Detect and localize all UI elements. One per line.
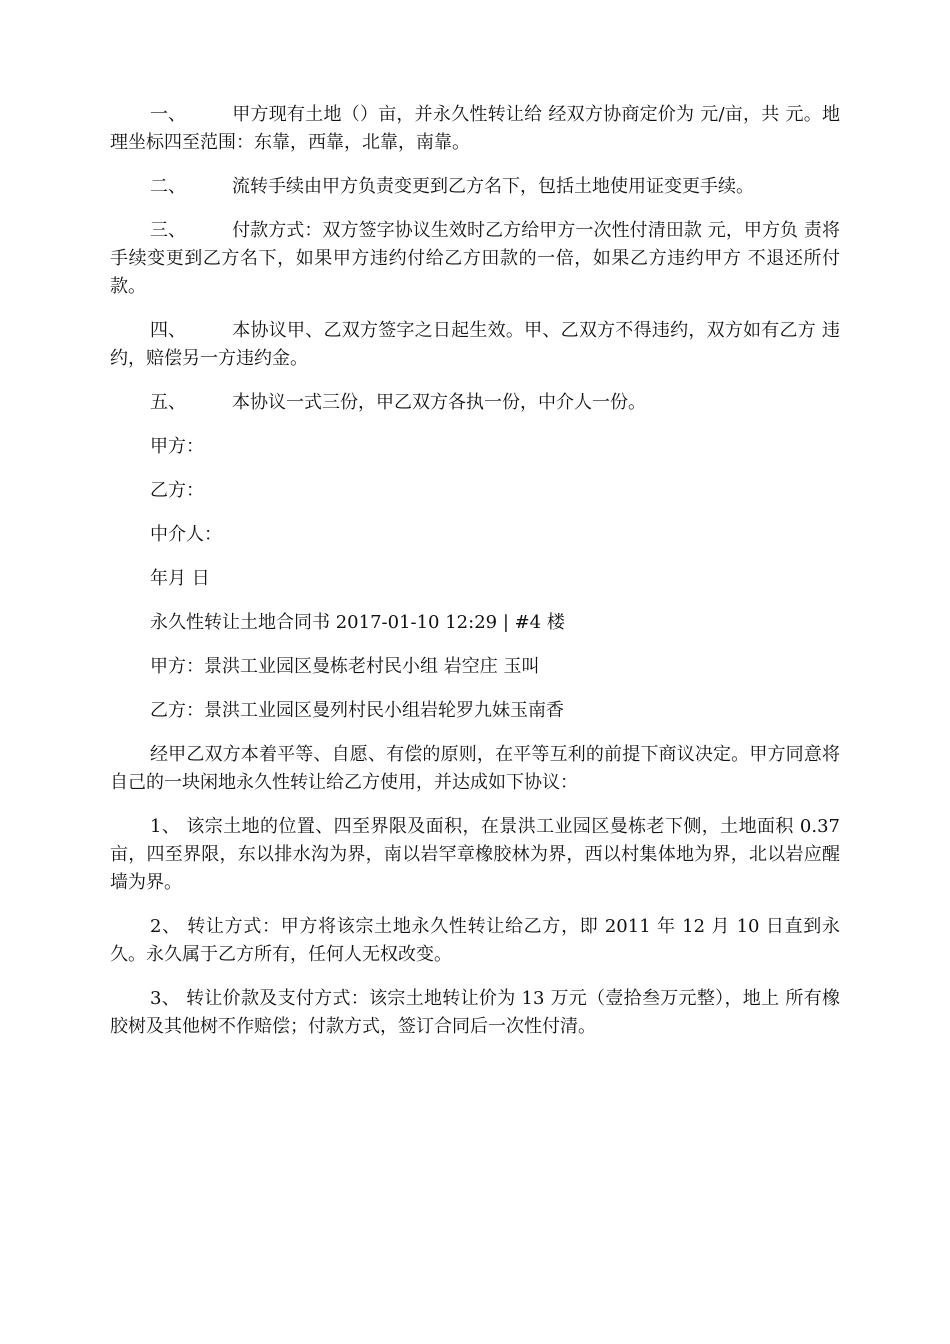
clause-number: 三、 <box>150 220 186 241</box>
party-a-line: 甲方：景洪工业园区曼栋老村民小组 岩空庄 玉叫 <box>150 656 540 677</box>
intro-paragraph: 经甲乙双方本着平等、自愿、有偿的原则，在平等互利的前提下商议决定。甲方同意将自己的一块闲地永久性转让给乙方使用，并达成如下协议： <box>110 744 840 793</box>
clause-1 <box>110 101 840 157</box>
signature-party-b: 乙方： <box>150 480 204 501</box>
signature-intermediary: 中介人： <box>150 524 222 545</box>
clause-text: 本协议甲、乙双方签字之日起生效。甲、乙双方不得违约，双方如有乙方 违约，赔偿另一方违约金。 <box>110 320 840 369</box>
clause-text: 甲方现有土地（）亩，并永久性转让给 经双方协商定价为 元/亩，共 元。地理坐标四至范围：东靠，西靠，北靠，南靠。 <box>110 104 840 153</box>
signature-party-a: 甲方： <box>150 436 204 457</box>
term-2: 2、 转让方式：甲方将该宗土地永久性转让给乙方，即 2011 年 12 月 10 日直到永久。永久属于乙方所有，任何人无权改变。 <box>110 916 840 965</box>
term-3: 3、 转让价款及支付方式：该宗土地转让价为 13 万元（壹拾叁万元整），地上 所有橡胶树及其他树不作赔偿；付款方式，签订合同后一次性付清。 <box>110 988 840 1037</box>
clause-number: 四、 <box>150 320 186 341</box>
party-b-line: 乙方：景洪工业园区曼列村民小组岩轮罗九妹玉南香 <box>150 700 564 721</box>
clause-text: 本协议一式三份，甲乙双方各执一份，中介人一份。 <box>232 392 646 413</box>
clause-2 <box>110 173 840 201</box>
clause-number: 二、 <box>150 176 186 197</box>
clause-number: 五、 <box>150 392 186 413</box>
clause-4 <box>110 317 840 373</box>
clause-5 <box>110 389 840 417</box>
clause-text: 流转手续由甲方负责变更到乙方名下，包括土地使用证变更手续。 <box>232 176 754 197</box>
post-header: 永久性转让土地合同书 2017-01-10 12:29 | #4 楼 <box>150 612 565 633</box>
clause-text: 付款方式：双方签字协议生效时乙方给甲方一次性付清田款 元，甲方负 责将手续变更到乙方名下，如果甲方违约付给乙方田款的一倍，如果乙方违约甲方 不退还所付款。 <box>110 220 840 297</box>
clause-3 <box>110 217 840 301</box>
signature-date: 年月 日 <box>150 568 210 589</box>
term-1: 1、 该宗土地的位置、四至界限及面积，在景洪工业园区曼栋老下侧，土地面积 0.37 亩，四至界限，东以排水沟为界，南以岩罕章橡胶林为界，西以村集体地为界，北以岩应醒墙为界。 <box>110 816 840 893</box>
clause-number: 一、 <box>150 104 186 125</box>
